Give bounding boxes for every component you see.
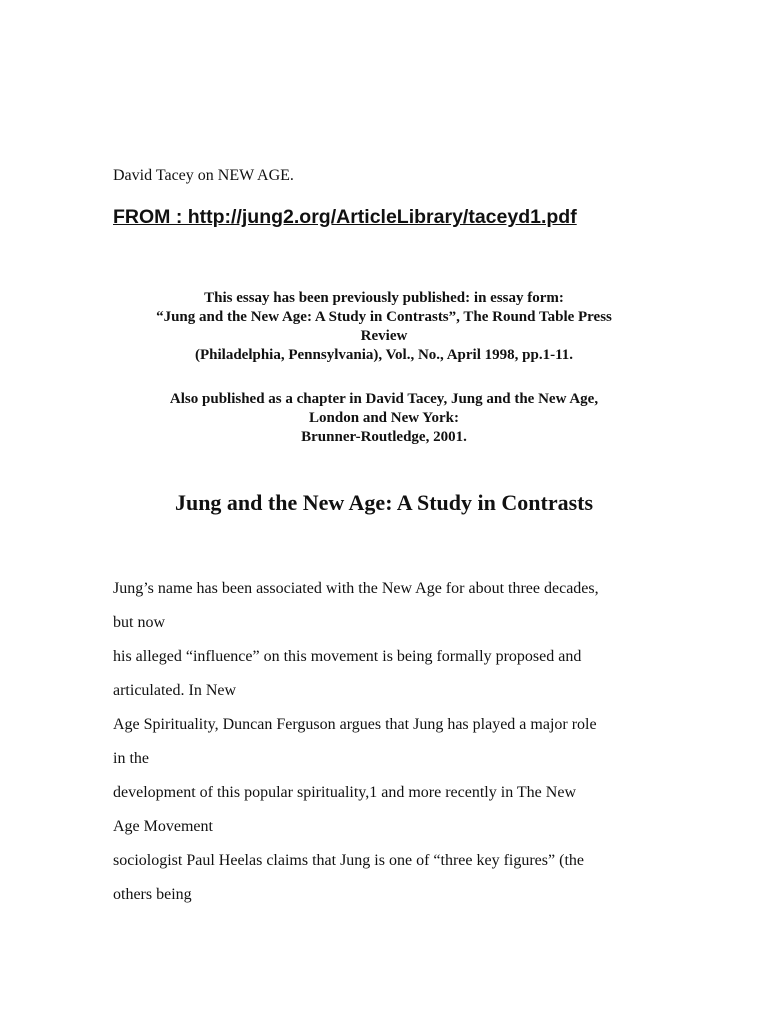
body-line: Jung’s name has been associated with the New Age for about three decades, (113, 580, 599, 597)
publication-note (105, 289, 663, 365)
publication-note-line: (Philadelphia, Pennsylvania), Vol., No., April 1998, pp.1-11. (195, 347, 573, 363)
publication-note-line: “Jung and the New Age: A Study in Contrasts”, The Round Table Press (156, 309, 612, 325)
body-line: development of this popular spirituality,1 and more recently in The New (113, 784, 576, 801)
essay-title: Jung and the New Age: A Study in Contrasts (174, 490, 594, 515)
chapter-note-line: Brunner-Routledge, 2001. (301, 429, 467, 445)
body-line: others being (113, 886, 192, 903)
body-line: in the (113, 750, 149, 767)
body-line: sociologist Paul Heelas claims that Jung is one of “three key figures” (the (113, 852, 584, 869)
body-line: but now (113, 614, 165, 631)
body-line: his alleged “influence” on this movement is being formally proposed and (113, 648, 582, 665)
publication-note-line: Review (360, 328, 408, 344)
source-url-line: FROM : http://jung2.org/ArticleLibrary/taceyd1.pdf (113, 206, 577, 228)
chapter-note (105, 390, 663, 447)
body-line: Age Movement (113, 818, 213, 835)
body-line: Age Spirituality, Duncan Ferguson argues that Jung has played a major role (113, 716, 597, 733)
chapter-note-line: Also published as a chapter in David Tacey, Jung and the New Age, (169, 391, 599, 407)
body-text (113, 572, 673, 912)
intro-line: David Tacey on NEW AGE. (113, 167, 294, 184)
chapter-note-line: London and New York: (309, 410, 459, 426)
body-line: articulated. In New (113, 682, 237, 699)
publication-note-line: This essay has been previously published: in essay form: (204, 290, 564, 306)
